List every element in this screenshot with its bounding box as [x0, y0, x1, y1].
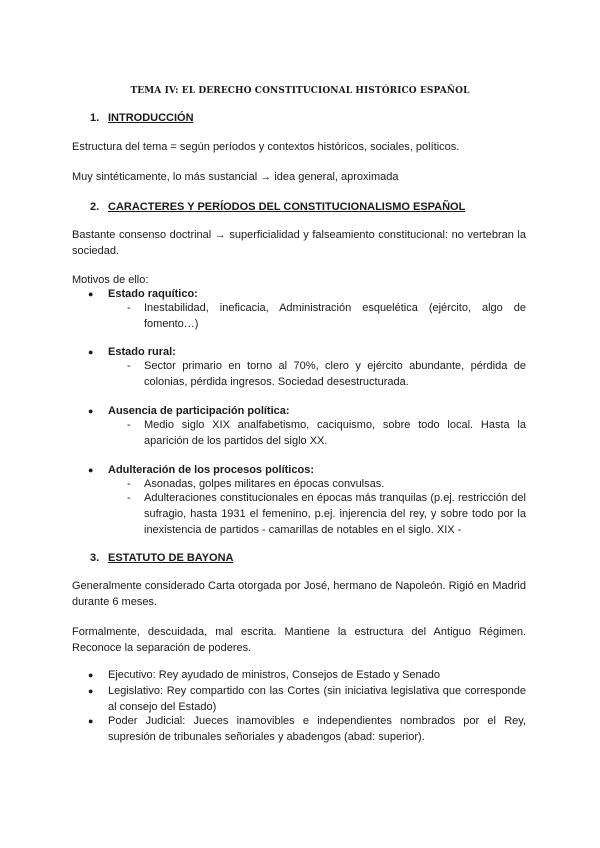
sub-item-text: Sector primario en torno al 70%, clero y ejército abundante, pérdida de colonias, pérdida ingresos. Sociedad desestructurada.: [144, 360, 526, 388]
bullet-icon: ●: [88, 670, 94, 680]
dash-icon: -: [127, 360, 131, 372]
paragraph: Motivos de ello:: [72, 274, 149, 286]
bullet-icon: ●: [88, 716, 94, 726]
section-title: ESTATUTO DE BAYONA: [108, 552, 234, 564]
section-number: 3.: [90, 552, 100, 564]
bullet-icon: ●: [88, 406, 94, 416]
paragraph: Estructura del tema = según períodos y contextos históricos, sociales, políticos.: [72, 141, 460, 153]
bullet-label: Adulteración de los procesos políticos:: [108, 464, 314, 476]
bullet-label: Estado rural:: [108, 346, 176, 358]
section-title: INTRODUCCIÓN: [108, 112, 194, 124]
bullet-icon: ●: [88, 347, 94, 357]
paragraph: Muy sintéticamente, lo más sustancial → idea general, aproximada: [72, 171, 399, 183]
section-number: 1.: [90, 112, 100, 124]
bullet-label: Estado raquítico:: [108, 288, 198, 300]
section-title: CARACTERES Y PERÍODOS DEL CONSTITUCIONALISMO ESPAÑOL: [108, 201, 466, 213]
list-item-text: Poder Judicial: Jueces inamovibles e independientes nombrados por el Rey, supresión de tribunales señoriales y abadengos (abad: superior).: [108, 715, 526, 743]
paragraph: Generalmente considerado Carta otorgada por José, hermano de Napoleón. Rigió en Madrid durante 6 meses.: [72, 580, 526, 608]
list-item-text: Legislativo: Rey compartido con las Cortes (sin iniciativa legislativa que corresponde al consejo del Estado): [108, 685, 526, 713]
dash-icon: -: [127, 478, 131, 490]
paragraph: Bastante consenso doctrinal → superficialidad y falseamiento constitucional: no vertebran la sociedad.: [72, 229, 526, 257]
section-number: 2.: [90, 201, 100, 213]
sub-item-text: Medio siglo XIX analfabetismo, caciquismo, sobre todo local. Hasta la aparición de los partidos del siglo XX.: [144, 419, 526, 447]
section-heading-bayona: [90, 550, 234, 566]
section-heading-introduccion: [90, 110, 194, 126]
dash-icon: -: [127, 302, 131, 314]
bullet-icon: ●: [88, 465, 94, 475]
sub-item-text: Adulteraciones constitucionales en épocas más tranquilas (p.ej. restricción del sufragio, hasta 1931 el femenino, p.ej. injerencia del rey, y sobre todo por la inexistencia de partidos - camarillas de notables en el siglo. XIX -: [144, 492, 526, 536]
document-title: TEMA IV: EL DERECHO CONSTITUCIONAL HISTÓRICO ESPAÑOL: [130, 86, 470, 96]
paragraph: Formalmente, descuidada, mal escrita. Mantiene la estructura del Antiguo Régimen. Reconoce la separación de poderes.: [72, 626, 526, 654]
bullet-icon: ●: [88, 686, 94, 696]
bullet-icon: ●: [88, 289, 94, 299]
section-heading-caracteres: [90, 199, 465, 215]
sub-item-text: Asonadas, golpes militares en épocas convulsas.: [144, 478, 385, 490]
sub-item-text: Inestabilidad, ineficacia, Administración esquelética (ejército, algo de fomento…): [144, 302, 526, 330]
list-item-text: Ejecutivo: Rey ayudado de ministros, Consejos de Estado y Senado: [108, 669, 441, 681]
bullet-label: Ausencia de participación política:: [108, 405, 290, 417]
dash-icon: -: [127, 419, 131, 431]
dash-icon: -: [127, 492, 131, 504]
